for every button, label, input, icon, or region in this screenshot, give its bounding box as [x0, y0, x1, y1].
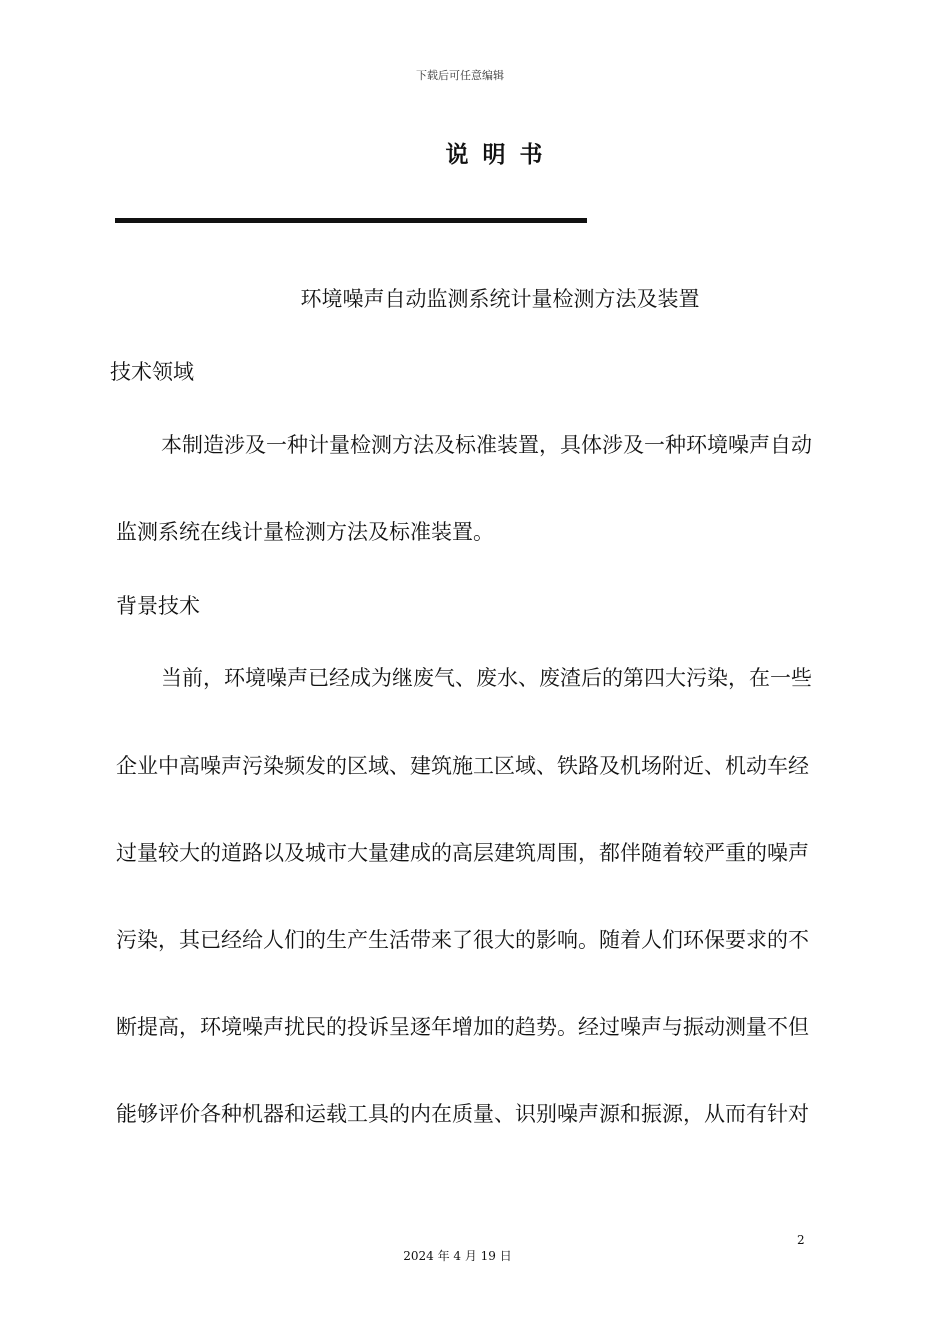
paragraph-line: 过量较大的道路以及城市大量建成的高层建筑周围，都伴随着较严重的噪声	[116, 841, 809, 865]
paragraph-line: 断提高，环境噪声扰民的投诉呈逐年增加的趋势。经过噪声与振动测量不但	[116, 1015, 809, 1039]
document-title: 说明书	[445, 142, 557, 168]
header-note: 下载后可任意编辑	[416, 69, 504, 82]
footer-date: 2024 年 4 月 19 日	[403, 1249, 512, 1263]
section-heading-technical-field: 技术领域	[110, 360, 194, 384]
section-heading-background: 背景技术	[116, 594, 200, 618]
title-underline	[115, 218, 587, 223]
paragraph-line: 本制造涉及一种计量检测方法及标准装置，具体涉及一种环境噪声自动	[161, 433, 812, 457]
paragraph-line: 企业中高噪声污染频发的区域、建筑施工区域、铁路及机场附近、机动车经	[116, 754, 809, 778]
paragraph-line: 监测系统在线计量检测方法及标准装置。	[116, 520, 494, 544]
paragraph-line: 能够评价各种机器和运载工具的内在质量、识别噪声源和振源，从而有针对	[116, 1102, 809, 1126]
invention-title: 环境噪声自动监测系统计量检测方法及装置	[300, 287, 700, 311]
paragraph-line: 当前，环境噪声已经成为继废气、废水、废渣后的第四大污染，在一些	[161, 666, 812, 690]
page-number: 2	[797, 1233, 805, 1247]
paragraph-line: 污染，其已经给人们的生产生活带来了很大的影响。随着人们环保要求的不	[116, 928, 809, 952]
